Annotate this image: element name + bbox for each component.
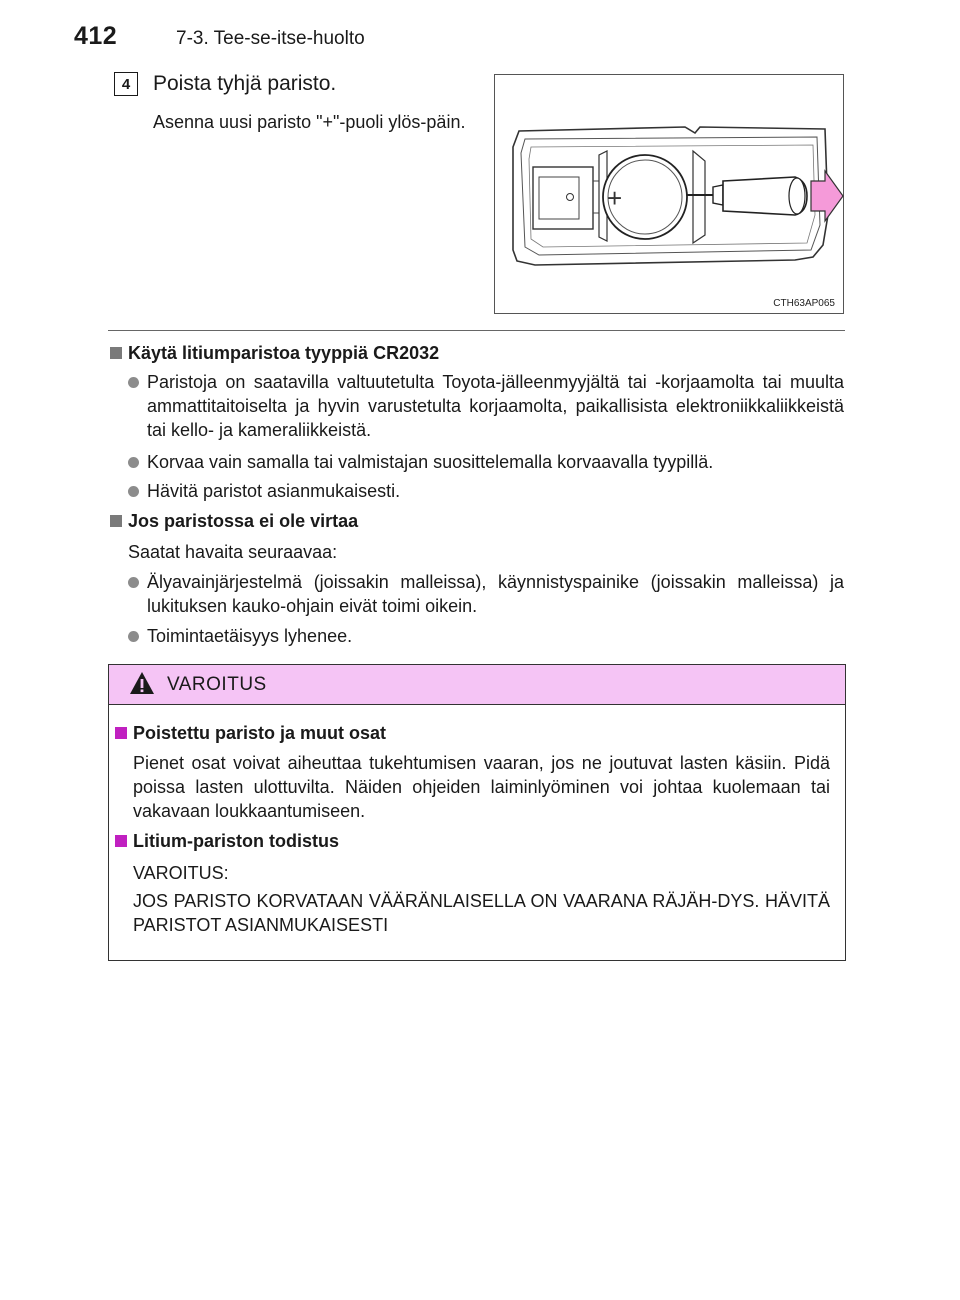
battery-removal-figure <box>494 74 844 314</box>
round-bullet-icon <box>128 486 139 497</box>
section-heading: Jos paristossa ei ole virtaa <box>110 511 358 532</box>
square-bullet-icon <box>115 727 127 739</box>
list-item: Toimintaetäisyys lyhenee. <box>128 624 844 648</box>
page-number: 412 <box>74 22 118 50</box>
warning-triangle-icon <box>129 671 155 695</box>
list-item: Korvaa vain samalla tai valmistajan suosittelemalla korvaavalla tyypillä. <box>128 450 844 474</box>
warning-item-heading: Litium-pariston todistus <box>115 831 339 852</box>
warning-item-heading: Poistettu paristo ja muut osat <box>115 723 386 744</box>
square-bullet-icon <box>115 835 127 847</box>
step-title: Poista tyhjä paristo. <box>153 72 337 95</box>
warning-title: VAROITUS <box>167 674 267 695</box>
section-intro: Saatat havaita seuraavaa: <box>128 542 338 562</box>
warning-item-label: VAROITUS: <box>133 863 229 883</box>
divider <box>108 330 845 331</box>
round-bullet-icon <box>128 457 139 468</box>
list-item: Hävitä paristot asianmukaisesti. <box>128 479 844 503</box>
figure-code: CTH63AP065 <box>773 298 835 309</box>
section-heading: Käytä litiumparistoa tyyppiä CR2032 <box>110 343 439 364</box>
round-bullet-icon <box>128 577 139 588</box>
step-description: Asenna uusi paristo "+"-puoli ylös-päin. <box>153 112 466 132</box>
warning-item-text: JOS PARISTO KORVATAAN VÄÄRÄNLAISELLA ON VAARANA RÄJÄH-DYS. HÄVITÄ PARISTOT ASIANMUKAISESTI <box>133 891 830 935</box>
list-item: Paristoja on saatavilla valtuutetulta Toyota-jälleenmyyjältä tai -korjaamolta tai muulta ammattitaitoiselta ja hyvin varustetulta korjaamolta, paikallisista elektroniikkaliikkeistä tai kello- ja kameraliikkeistä. <box>128 370 844 442</box>
list-item: Älyavainjärjestelmä (joissakin malleissa), käynnistyspainike (joissakin malleissa) ja lukituksen kauko-ohjain eivät toimi oikein. <box>128 570 844 618</box>
warning-header <box>109 665 845 705</box>
round-bullet-icon <box>128 631 139 642</box>
battery-plus-mark: + <box>607 183 623 213</box>
warning-item-text: Pienet osat voivat aiheuttaa tukehtumisen vaaran, jos ne joutuvat lasten käsiin. Pidä poissa lasten ulottuvilta. Näiden ohjeiden laiminlyöminen voi johtaa kuolemaan tai vakavaan loukkaantumiseen. <box>133 753 830 821</box>
warning-box <box>108 664 846 961</box>
section-title: 7-3. Tee-se-itse-huolto <box>176 28 365 49</box>
step-number-badge: 4 <box>114 72 138 96</box>
square-bullet-icon <box>110 515 122 527</box>
square-bullet-icon <box>110 347 122 359</box>
round-bullet-icon <box>128 377 139 388</box>
key-fob-illustration <box>495 75 845 315</box>
